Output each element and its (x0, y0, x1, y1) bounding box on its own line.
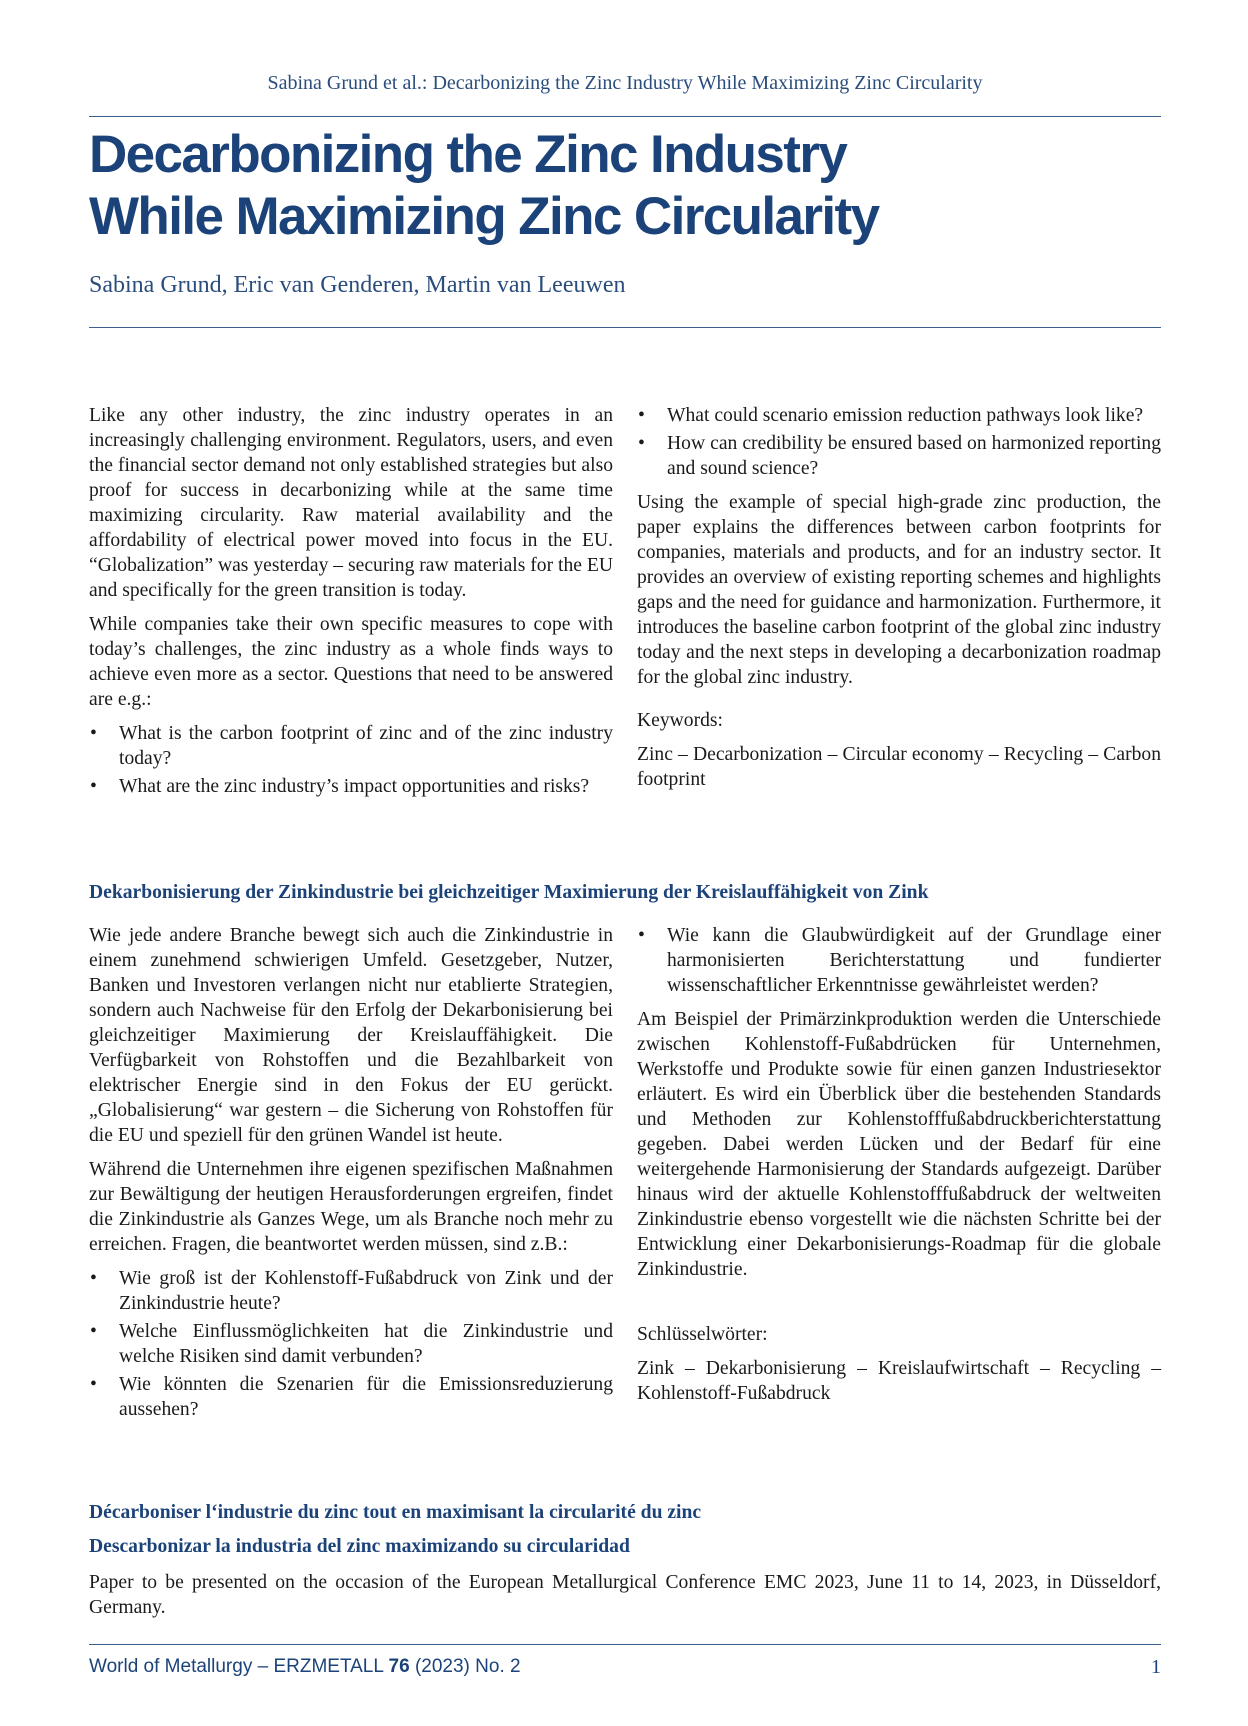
abstract-en-questions-cont (637, 403, 1161, 481)
abstract-en-left (89, 403, 613, 808)
list-item: • Welche Einflussmöglichkeiten hat die Zinkindustrie und welche Risiken sind damit verbunden? (89, 1319, 613, 1369)
spanish-heading: Descarbonizar la industria del zinc maximizando su circularidad (89, 1536, 630, 1557)
footer-rule (89, 1644, 1161, 1645)
paper-title (89, 124, 878, 248)
journal-footer (89, 1656, 521, 1678)
list-item: • Wie kann die Glaubwürdigkeit auf der Grundlage einer harmonisierten Berichterstattung und fundierter wissenschaftlicher Erkenntnisse gewährleistet werden? (637, 923, 1161, 998)
keywords-label: Schlüsselwörter: (637, 1324, 768, 1345)
page-number: 1 (1151, 1656, 1161, 1678)
keywords: Zinc – Decarbonization – Circular economy – Recycling – Carbon footprint (637, 744, 1161, 790)
journal-volume: 76 (388, 1656, 410, 1677)
abstract-de-right (637, 923, 1161, 1415)
header-rule (89, 116, 1161, 117)
author-list: Sabina Grund, Eric van Genderen, Martin van Leeuwen (89, 272, 626, 298)
french-heading: Décarboniser l‘industrie du zinc tout en maximisant la circularité du zinc (89, 1502, 702, 1523)
abstract-de-left (89, 923, 613, 1431)
abstract-de-paragraph-2: Während die Unternehmen ihre eigenen spezifischen Maßnahmen zur Bewältigung der heutigen Herausforderungen ergreifen, findet die Zinkindustrie als Ganzes Wege, um als Branche noch mehr zu erreichen. Fragen, die beantwortet werden müssen, sind z.B.: (89, 1159, 613, 1255)
abstract-de-questions (89, 1266, 613, 1422)
list-item: • What could scenario emission reduction pathways look like? (637, 403, 1161, 428)
abstract-en-paragraph-2: While companies take their own specific measures to cope with today’s challenges, the zinc industry as a whole finds ways to achieve even more as a sector. Questions that need to be answered are e.g.: (89, 614, 613, 710)
german-heading: Dekarbonisierung der Zinkindustrie bei gleichzeitiger Maximierung der Kreislauffähigkeit von Zink (89, 882, 929, 903)
list-item: • What is the carbon footprint of zinc and of the zinc industry today? (89, 721, 613, 771)
list-item: • Wie könnten die Szenarien für die Emissionsreduzierung aussehen? (89, 1372, 613, 1422)
conference-note: Paper to be presented on the occasion of the European Metallurgical Conference EMC 2023, June 11 to 14, 2023, in Düsseldorf, Germany. (89, 1572, 1161, 1618)
abstract-en-paragraph-3: Using the example of special high-grade zinc production, the paper explains the differences between carbon footprints for companies, materials and products, and for an industry sector. It provides an overview of existing reporting schemes and highlights gaps and the need for guidance and harmonization. Furthermore, it introduces the baseline carbon footprint of the global zinc industry today and the next steps in developing a decarbonization roadmap for the global zinc industry. (637, 492, 1161, 688)
title-line-1: Decarbonizing the Zinc Industry (89, 125, 847, 184)
abstract-en-paragraph-1: Like any other industry, the zinc industry operates in an increasingly challenging environment. Regulators, users, and even the financial sector demand not only established strategies but also proof for success in decarbonizing while at the same time maximizing circularity. Raw material availability and the affordability of electrical power moved into focus in the EU. “Globalization” was yesterday – securing raw materials for the EU and specifically for the green transition is today. (89, 405, 613, 601)
journal-issue: (2023) No. 2 (414, 1656, 521, 1677)
abstract-de-paragraph-1: Wie jede andere Branche bewegt sich auch die Zinkindustrie in einem zunehmend schwierigen Umfeld. Gesetzgeber, Nutzer, Banken und Investoren verlangen nicht nur etablierte Strategien, sondern auch Nachweise für den Erfolg der Dekarbonisierung bei gleichzeitiger Maximierung der Kreislauffähigkeit. Die Verfügbarkeit von Rohstoffen und die Bezahlbarkeit von elektrischer Energie sind in den Fokus der EU gerückt. „Globalisierung“ war gestern – die Sicherung von Rohstoffen für die EU und speziell für den grünen Wandel ist heute. (89, 925, 613, 1146)
running-head: Sabina Grund et al.: Decarbonizing the Zinc Industry While Maximizing Zinc Circularity (267, 72, 983, 94)
list-item: • What are the zinc industry’s impact opportunities and risks? (89, 774, 613, 799)
abstract-en-right (637, 403, 1161, 801)
abstract-de-paragraph-3: Am Beispiel der Primärzinkproduktion werden die Unterschiede zwischen Kohlenstoff-Fußabdrücken für Unternehmen, Werkstoffe und Produkte sowie für einen ganzen Industriesektor erläutert. Es wird ein Überblick über die bestehenden Standards und Methoden zur Kohlenstofffußabdruckberichterstattung gegeben. Dabei werden Lücken und der Bedarf für eine weitergehende Harmonisierung der Standards aufgezeigt. Darüber hinaus wird der aktuelle Kohlenstofffußabdruck der weltweiten Zinkindustrie ebenso vorgestellt wie die nächsten Schritte bei der Entwicklung einer Dekarbonisierungs-Roadmap für die globale Zinkindustrie. (637, 1009, 1161, 1280)
title-rule (89, 327, 1161, 328)
keywords-label: Keywords: (637, 710, 723, 731)
list-item: • Wie groß ist der Kohlenstoff-Fußabdruck von Zink und der Zinkindustrie heute? (89, 1266, 613, 1316)
title-line-2: While Maximizing Zinc Circularity (89, 187, 879, 246)
list-item: • How can credibility be ensured based on harmonized reporting and sound science? (637, 431, 1161, 481)
journal-name: World of Metallurgy – ERZMETALL (89, 1656, 384, 1677)
abstract-de-questions-cont (637, 923, 1161, 998)
abstract-en-questions (89, 721, 613, 799)
keywords: Zink – Dekarbonisierung – Kreislaufwirtschaft – Recycling – Kohlenstoff-Fußabdruck (637, 1358, 1161, 1404)
